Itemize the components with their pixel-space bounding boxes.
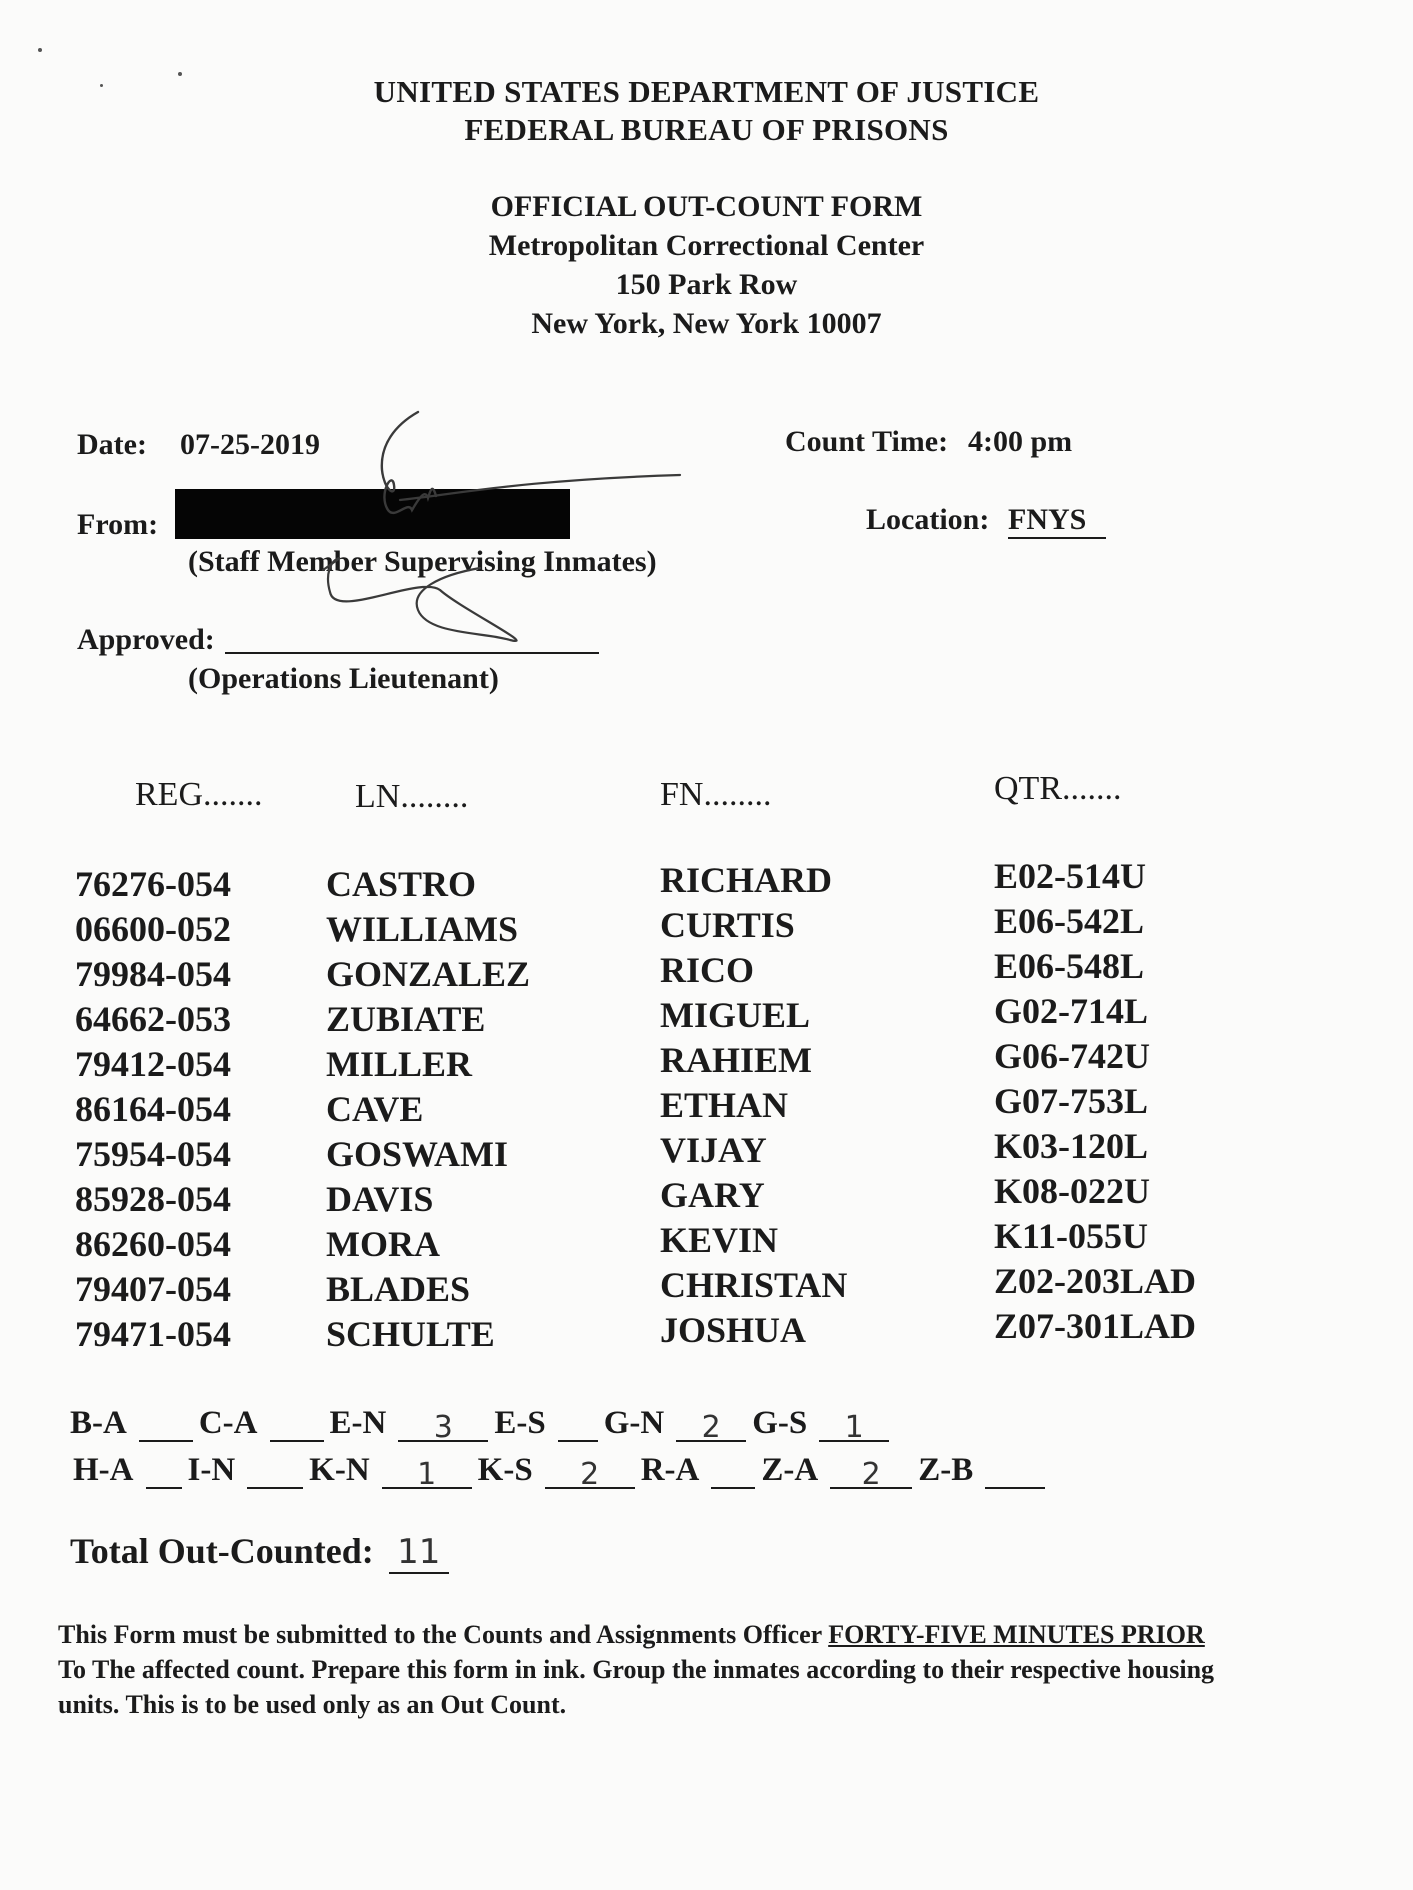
- unit-label: G-N: [603, 1405, 665, 1441]
- quarters: Z07-301LAD: [994, 1306, 1197, 1346]
- unit-count: 2: [830, 1457, 912, 1489]
- unit-label: B-A: [70, 1405, 127, 1441]
- facility-street: 150 Park Row: [615, 268, 798, 301]
- deadline-emphasis: FORTY-FIVE MINUTES PRIOR: [828, 1620, 1205, 1649]
- first-name: GARY: [660, 1175, 765, 1215]
- housing-units-line-1: [70, 1405, 895, 1445]
- last-name: CAVE: [326, 1089, 424, 1129]
- last-name: GOSWAMI: [326, 1134, 509, 1174]
- quarters: G06-742U: [994, 1036, 1150, 1076]
- first-name: MIGUEL: [660, 995, 811, 1035]
- table-row: [0, 1306, 1413, 1358]
- last-name: CASTRO: [326, 864, 477, 904]
- last-name: GONZALEZ: [326, 954, 531, 994]
- unit-label: Z-B: [918, 1452, 974, 1488]
- total-out-counted: [70, 1530, 449, 1574]
- from-label: From:: [77, 508, 159, 541]
- quarters: K03-120L: [994, 1126, 1149, 1166]
- column-header-reg: REG.......: [135, 776, 263, 813]
- table-row: [0, 991, 1413, 1043]
- housing-units-line-2: [73, 1452, 1051, 1492]
- unit-label: K-N: [309, 1452, 370, 1488]
- last-name: SCHULTE: [326, 1314, 495, 1354]
- first-name: ETHAN: [660, 1085, 789, 1125]
- reg-number: 86164-054: [75, 1089, 231, 1129]
- first-name: RICO: [660, 950, 755, 990]
- total-value: 11: [389, 1532, 449, 1574]
- department-title: UNITED STATES DEPARTMENT OF JUSTICE: [373, 74, 1040, 109]
- unit-label: E-S: [494, 1405, 546, 1441]
- unit-count: 3: [398, 1410, 488, 1442]
- reg-number: 86260-054: [75, 1224, 231, 1264]
- handwritten-signature: [300, 400, 700, 660]
- last-name: MORA: [326, 1224, 440, 1264]
- unit-label: E-N: [329, 1405, 387, 1441]
- table-row: [0, 1036, 1413, 1088]
- last-name: MILLER: [326, 1044, 473, 1084]
- quarters: G07-753L: [994, 1081, 1149, 1121]
- quarters: K08-022U: [994, 1171, 1150, 1211]
- first-name: VIJAY: [660, 1130, 767, 1170]
- unit-label: C-A: [198, 1405, 258, 1441]
- last-name: BLADES: [326, 1269, 471, 1309]
- reg-number: 79412-054: [75, 1044, 231, 1084]
- unit-count: 1: [819, 1410, 889, 1442]
- column-header-qtr: QTR.......: [994, 770, 1122, 807]
- quarters: E02-514U: [994, 856, 1146, 896]
- reg-number: 85928-054: [75, 1179, 231, 1219]
- table-row: [0, 946, 1413, 998]
- last-name: WILLIAMS: [326, 909, 519, 949]
- approved-label: Approved:: [77, 623, 215, 656]
- column-header-fn: FN........: [660, 776, 772, 813]
- reg-number: 75954-054: [75, 1134, 231, 1174]
- unit-count: 2: [545, 1457, 635, 1489]
- instructions-line-3: units. This is to be used only as an Out Count.: [58, 1690, 567, 1719]
- unit-count: [558, 1410, 598, 1442]
- first-name: RICHARD: [660, 860, 833, 900]
- unit-label: Z-A: [761, 1452, 819, 1488]
- form-instructions: [58, 1617, 1358, 1722]
- quarters: E06-548L: [994, 946, 1145, 986]
- unit-count: [985, 1457, 1045, 1489]
- reg-number: 64662-053: [75, 999, 231, 1039]
- unit-count: 1: [382, 1457, 472, 1489]
- facility-name: Metropolitan Correctional Center: [488, 229, 925, 262]
- date-label: Date:: [77, 428, 147, 461]
- date-value: 07-25-2019: [180, 428, 320, 461]
- table-row: [0, 856, 1413, 908]
- first-name: CHRISTAN: [660, 1265, 848, 1305]
- quarters: E06-542L: [994, 901, 1145, 941]
- quarters: Z02-203LAD: [994, 1261, 1197, 1301]
- column-header-ln: LN........: [355, 778, 469, 815]
- unit-count: [711, 1457, 755, 1489]
- table-row: [0, 1081, 1413, 1133]
- from-caption: (Staff Member Supervising Inmates): [188, 545, 657, 578]
- first-name: JOSHUA: [660, 1310, 807, 1350]
- unit-count: [146, 1457, 182, 1489]
- instructions-line-1: [58, 1617, 1358, 1652]
- reg-number: 06600-052: [75, 909, 231, 949]
- reg-number: 79984-054: [75, 954, 231, 994]
- count-time-label: Count Time:: [785, 425, 949, 458]
- unit-label: G-S: [752, 1405, 808, 1441]
- total-label: Total Out-Counted:: [70, 1531, 374, 1571]
- quarters: G02-714L: [994, 991, 1149, 1031]
- unit-count: [247, 1457, 303, 1489]
- reg-number: 79471-054: [75, 1314, 231, 1354]
- count-time-value: 4:00 pm: [968, 425, 1073, 458]
- unit-count: 2: [676, 1410, 746, 1442]
- table-row: [0, 901, 1413, 953]
- instructions-line-2: To The affected count. Prepare this form in ink. Group the inmates according to their respective housing: [58, 1655, 1215, 1684]
- unit-count: [270, 1410, 324, 1442]
- first-name: CURTIS: [660, 905, 795, 945]
- reg-number: 79407-054: [75, 1269, 231, 1309]
- first-name: KEVIN: [660, 1220, 779, 1260]
- quarters: K11-055U: [994, 1216, 1149, 1256]
- unit-label: I-N: [187, 1452, 236, 1488]
- table-row: [0, 1126, 1413, 1178]
- unit-label: K-S: [477, 1452, 533, 1488]
- unit-label: H-A: [73, 1452, 134, 1488]
- last-name: DAVIS: [326, 1179, 434, 1219]
- reg-number: 76276-054: [75, 864, 231, 904]
- unit-label: R-A: [640, 1452, 700, 1488]
- bureau-title: FEDERAL BUREAU OF PRISONS: [464, 112, 949, 147]
- unit-count: [139, 1410, 193, 1442]
- first-name: RAHIEM: [660, 1040, 812, 1080]
- speck: [38, 48, 42, 52]
- table-row: [0, 1171, 1413, 1223]
- table-row: [0, 1216, 1413, 1268]
- location-value: FNYS: [1008, 503, 1106, 539]
- form-title: OFFICIAL OUT-COUNT FORM: [490, 190, 923, 223]
- location-label: Location:: [866, 503, 990, 536]
- table-row: [0, 1261, 1413, 1313]
- last-name: ZUBIATE: [326, 999, 486, 1039]
- approved-caption: (Operations Lieutenant): [188, 662, 499, 695]
- facility-city: New York, New York 10007: [531, 307, 882, 340]
- instructions-text: This Form must be submitted to the Counts and Assignments Officer: [58, 1620, 829, 1649]
